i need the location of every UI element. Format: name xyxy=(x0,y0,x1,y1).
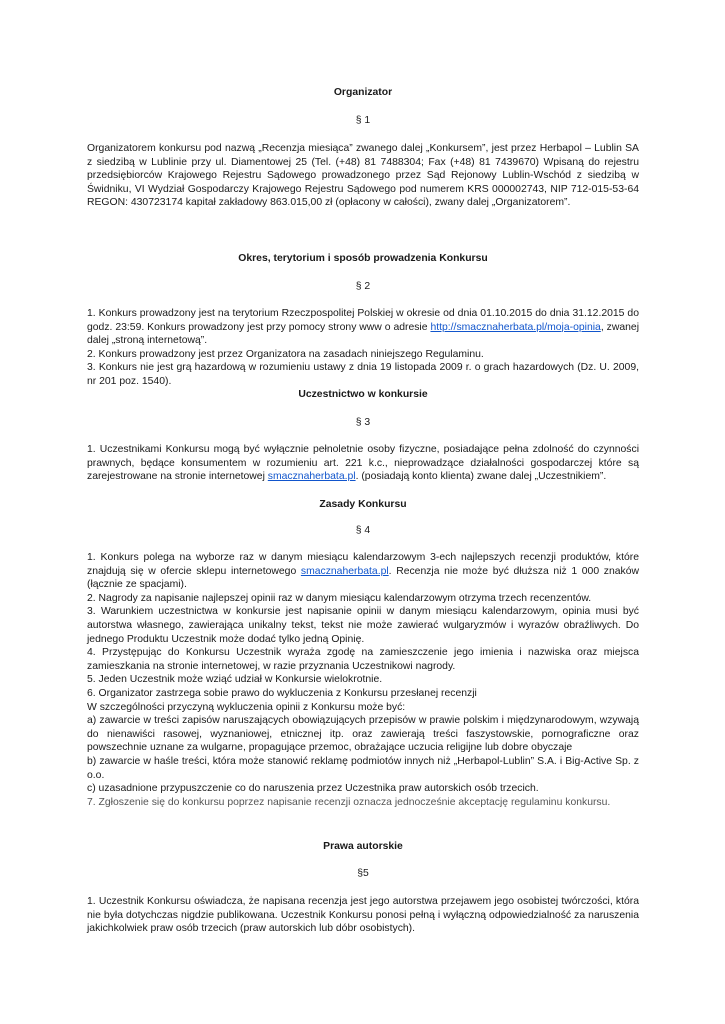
section-2-item-1-pre: 1. Konkurs prowadzony jest na terytorium Rzeczpospolitej Polskiej w okresie od dnia 01.10.2015 do dnia 31.12.2015 do godz. 23:59. Konkurs prowadzony jest przy pomocy strony www o adresie xyxy=(87,308,639,333)
paragraph-number-5: §5 xyxy=(357,868,369,879)
section-heading-uczestnictwo: Uczestnictwo w konkursie xyxy=(298,389,428,400)
section-2-item-1-post: , zwanej dalej „stroną internetową”. xyxy=(87,321,639,347)
section-3-item-1-pre: 1. Uczestnikami Konkursu mogą być wyłącznie pełnoletnie osoby fizyczne, posiadające pełna zdolność do czynności prawnych, będące konsumentem w rozumieniu art. 221 k.c., nieprowadzące działalności gospodarczej które są zarejestrowane na stronie internetowej xyxy=(87,444,639,483)
section-4-item-2: 2. Nagrody za napisanie najlepszej opinii raz w danym miesiącu kalendarzowym otrzyma trzech recenzentów. xyxy=(87,592,592,604)
section-4-body xyxy=(87,551,639,809)
section-4-item-1-post: . Recenzja nie może być dłuższa niż 1 000 znaków (łącznie ze spacjami). xyxy=(87,565,639,591)
section-3-body xyxy=(87,443,639,484)
section-4-item-6-intro: W szczególności przyczyną wykluczenia opinii z Konkursu może być: xyxy=(87,701,406,713)
section-5-item-1: 1. Uczestnik Konkursu oświadcza, że napisana recenzja jest jego autorstwa przejawem jego osobistej twórczości, która nie była dotychczas nigdzie publikowana. Uczestnik Konkursu ponosi pełną i wyłączną odpowiedzialność za naruszenia jakichkolwiek praw osób trzecich (praw autorskich lub dóbr osobistych). xyxy=(87,896,639,935)
section-4-item-5: 5. Jeden Uczestnik może wziąć udział w Konkursie wielokrotnie. xyxy=(87,674,383,686)
section-heading-okres: Okres, terytorium i sposób prowadzenia Konkursu xyxy=(238,253,488,264)
section-4-item-3: 3. Warunkiem uczestnictwa w konkursie jest napisanie opinii w danym miesiącu kalendarzowym, opinia musi być autorstwa własnego, zawierająca unikalny tekst, tekst nie może zawierać wulgaryzmów i wyrazów obraźliwych. Do jednego Produktu Uczestnik może dodać tylko jedną Opinię. xyxy=(87,606,639,645)
section-4-item-6-b: b) zawarcie w haśle treści, która może stanowić reklamę podmiotów innych niż „Herbapol-Lublin” S.A. i Big-Active Sp. z o.o. xyxy=(87,755,639,781)
paragraph-number-3: § 3 xyxy=(355,417,371,428)
smacznaherbata-link[interactable]: smacznaherbata.pl xyxy=(267,471,356,483)
section-3-item-1-post: . (posiadają konto klienta) zwane dalej „Uczestnikiem”. xyxy=(355,471,607,483)
section-4-item-4: 4. Przystępując do Konkursu Uczestnik wyraża zgodę na zamieszczenie jego imienia i nazwiska oraz miejsca zamieszkania na stronie internetowej, w razie przyznania Uczestnikowi nagrody. xyxy=(87,647,639,672)
section-heading-organizator: Organizator xyxy=(333,87,393,98)
section-4-item-7: 7. Zgłoszenie się do konkursu poprzez napisanie recenzji oznacza jednocześnie akceptację regulaminu konkursu. xyxy=(87,796,611,808)
section-2-item-2: 2. Konkurs prowadzony jest przez Organizatora na zasadach niniejszego Regulaminu. xyxy=(87,348,484,360)
section-4-item-1-pre: 1. Konkurs polega na wyborze raz w danym miesiącu kalendarzowym 3-ech najlepszych recenzji produktów, które znajdują się w ofercie sklepu internetowego xyxy=(87,552,639,577)
smacznaherbata-link-2[interactable]: smacznaherbata.pl xyxy=(300,565,389,577)
section-1-text: Organizatorem konkursu pod nazwą „Recenzja miesiąca” zwanego dalej „Konkursem”, jest przez Herbapol – Lublin SA z siedzibą w Lublinie przy ul. Diamentowej 25 (Tel. (+48) 81 7488304; Fax (+48) 81 7439670) Wpisaną do rejestru przedsiębiorców Krajowego Rejestru Sądowego prowadzonego przez Sąd Rejonowy Lublin-Wschód z siedzibą w Świdniku, VI Wydział Gospodarczy Krajowego Rejestru Sądowego pod numerem KRS 000002743, NIP 712-015-53-64 REGON: 430723174 kapitał zakładowy 863.015,00 zł (opłacony w całości), zwany dalej „Organizatorem”. xyxy=(87,143,639,209)
section-4-item-1 xyxy=(87,551,639,592)
section-1-body xyxy=(87,142,639,210)
section-5-body xyxy=(87,895,639,936)
section-heading-zasady: Zasady Konkursu xyxy=(319,499,407,510)
section-2-body xyxy=(87,307,639,389)
section-2-item-3: 3. Konkurs nie jest grą hazardową w rozumieniu ustawy z dnia 19 listopada 2009 r. o grach hazardowych (Dz. U. 2009, nr 201 poz. 1540). xyxy=(87,362,639,387)
paragraph-number-4: § 4 xyxy=(355,525,371,536)
section-4-item-6-a: a) zawarcie w treści zapisów naruszających obowiązujących przepisów w prawie polskim i międzynarodowym, wzywają do nienawiści rasowej, wyznaniowej, etnicznej itp. oraz zawierają treści faszystowskie, pornograficzne oraz powszechnie uznane za wulgarne, propagujące przemoc, obrażające uczucia religijne lub dobre obyczaje xyxy=(87,715,639,754)
section-3-item-1 xyxy=(87,443,639,484)
section-4-item-6-c: c) uzasadnione przypuszczenie co do naruszenia przez Uczestnika praw autorskich osób trzecich. xyxy=(87,783,539,795)
section-4-item-6: 6. Organizator zastrzega sobie prawo do wykluczenia z Konkursu przesłanej recenzji xyxy=(87,687,477,699)
moja-opinia-link[interactable]: http://smacznaherbata.pl/moja-opinia xyxy=(430,321,601,333)
paragraph-number-1: § 1 xyxy=(355,115,371,126)
section-2-item-1 xyxy=(87,307,639,348)
section-heading-prawa-autorskie: Prawa autorskie xyxy=(323,841,403,852)
paragraph-number-2: § 2 xyxy=(355,281,371,292)
